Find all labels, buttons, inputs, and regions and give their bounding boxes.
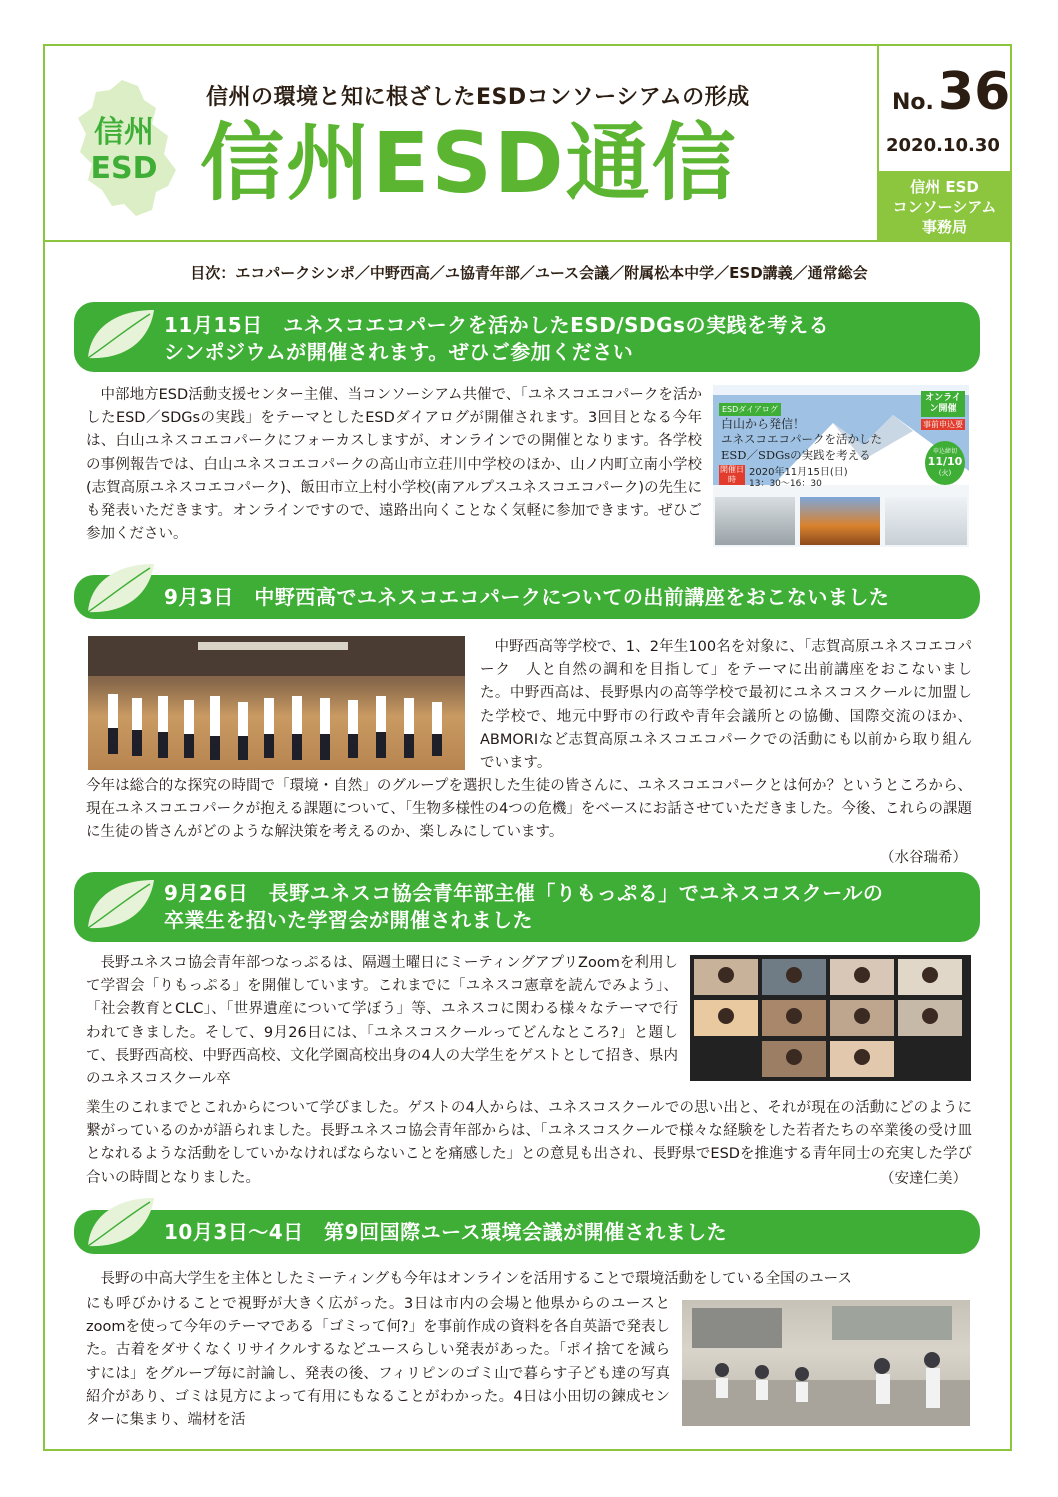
article-2-text-top: 中野西高等学校で、1、2年生100名を対象に、「志賀高原ユネスコエコパーク 人と自然の調和を目指して」をテーマに出前講座をおこないました。中野西高は、長野県内の高等学校で最初にユネスコスクールに加盟した学校で、地元中野市の行政や青年会議所との協働、国際交流のほか、ABMORIなど志賀高原ユネスコエコパークでの活動にも以前から取り組んでいます。 — [480, 639, 972, 772]
zoom-meeting-screenshot — [690, 955, 971, 1081]
zoom-grid — [690, 955, 971, 1081]
issue-label: No. — [892, 90, 934, 115]
flyer-date: 2020年11月15日(日) — [749, 467, 848, 478]
issue-date: 2020.10.30 — [886, 135, 1000, 156]
publisher-line-1: 信州 ESD — [910, 178, 979, 196]
flyer-photo-autumn — [800, 497, 880, 545]
article-3-body-top — [86, 952, 678, 1091]
article-4-text-top: 長野の中高大学生を主体としたミーティングも今年はオンラインを活用することで環境活動をしている全国のユース — [100, 1271, 852, 1287]
article-4-body-top — [86, 1268, 972, 1291]
article-3-banner — [74, 872, 980, 942]
article-2-body-bottom — [86, 775, 972, 845]
article-1-text: 中部地方ESD活動支援センター主催、当コンソーシアム共催で、「ユネスコエコパークを活かしたESD／SDGsの実践」をテーマとしたESDダイアログが開催されます。3回目となる今年は、白山ユネスコエコパークにフォーカスしますが、オンラインでの開催となります。各学校の事例報告では、白山ユネスコエコパークの高山市立荘川中学校のほか、山ノ内町立南小学校(志賀高原ユネスコエコパーク)、飯田市立上村小学校(南アルプスユネスコエコパーク)の先生にも発表いただきます。オンラインですので、遠路出向くことなく気軽に参加できます。ぜひご参加ください。 — [86, 387, 702, 543]
header-divider — [43, 240, 1012, 242]
article-2-title: 9月3日 中野西高でユネスコエコパークについての出前講座をおこないました — [164, 585, 890, 609]
article-4-banner — [74, 1210, 980, 1254]
article-3-title-line-2: 卒業生を招いた学習会が開催されました — [164, 908, 533, 932]
flyer-photo-snow — [885, 497, 967, 545]
article-3-text-top: 長野ユネスコ協会青年部つなっぷるは、隔週土曜日にミーティングアプリZoomを利用して学習会「りもっぷる」を開催しています。これまでに「ユネスコ憲章を読んでみよう」、「社会教育とCLC」、「世界遺産について学ぼう」等、ユネスコに関わる様々なテーマで行われてきました。そして、9月26日には、「ユネスコスクールってどんなところ?」と題して、長野西高校、中野西高校、文化学園高校出身の4人の大学生をゲストとして招き、県内のユネスコスクール卒 — [86, 955, 678, 1088]
article-2-text-bottom: 今年は総合的な探究の時間で「環境・自然」のグループを選択した生徒の皆さんに、ユネスコエコパークとは何か？というところから、現在ユネスコエコパークが抱える課題について、「生物多様性の4つの危機」をベースにお話させていただきました。今後、これらの課題に生徒の皆さんがどのような解決策を考えるのか、楽しみにしています。 — [86, 778, 972, 841]
students-silhouette — [88, 636, 465, 770]
article-2-credit: （水谷瑞希） — [880, 850, 967, 866]
flyer-deadline-badge — [925, 441, 965, 485]
newsletter-title: 信州ESD通信 — [200, 114, 738, 212]
leaf-icon — [84, 1194, 158, 1252]
issue-number-value: 36 — [937, 62, 1011, 122]
logo-text-shinshu: 信州 — [94, 115, 154, 150]
article-3-body-bottom — [86, 1097, 972, 1190]
shinshu-map-logo-icon — [72, 78, 182, 218]
conference-room — [682, 1300, 970, 1426]
flyer-tag: ESDダイアログ — [719, 403, 781, 416]
youth-conference-photo — [682, 1300, 970, 1426]
leaf-icon — [84, 306, 158, 364]
publisher-line-2: コンソーシアム — [892, 198, 997, 216]
leaf-icon — [84, 876, 158, 934]
flyer-prereg: 事前申込要 — [923, 420, 963, 429]
symposium-flyer — [713, 385, 969, 547]
article-4-text-bottom: にも呼びかけることで視野が大きく広がった。3日は市内の会場と他県からのユースとzoomを使って今年のテーマである「ゴミって何?」を事前作成の資料を各自英語で発表した。古着をダサくなくリサイクルするなどユースらしい発表があった。「ポイ捨てを減らすには」をグループ毎に討論し、発表の後、フィリピンのゴミ山で暮らす子ども達の写真紹介があり、ゴミは見方によって有用にもなることがわかった。4日は小田切の鍊成センターに集まり、端材を活 — [86, 1296, 670, 1429]
table-of-contents: 目次：エコパークシンポ／中野西高／ユ協青年部／ユース会議／附属松本中学／ESD講義／通常総会 — [190, 264, 868, 282]
gym-lecture-photo — [88, 636, 465, 770]
article-1-body — [86, 384, 702, 546]
flyer-headline-3: ESD／SDGsの実践を考える — [721, 448, 871, 462]
flyer-time: 13：30～16：30 — [749, 479, 822, 489]
article-2-banner — [74, 575, 980, 619]
article-2-body-top — [480, 636, 972, 775]
flyer-photo-forest — [715, 497, 795, 545]
article-4-title: 10月3日～4日 第9回国際ユース環境会議が開催されました — [164, 1220, 728, 1244]
article-1-title-line-1: 11月15日 ユネスコエコパークを活かしたESD/SDGsの実践を考える — [164, 313, 829, 337]
article-4-body-bottom — [86, 1293, 670, 1432]
article-1-title-line-2: シンポジウムが開催されます。ぜひご参加ください — [164, 340, 634, 364]
publisher-line-3: 事務局 — [921, 218, 967, 236]
flyer-online: オンライン開催 — [921, 391, 965, 417]
flyer-when-label: 開催日時 — [720, 465, 744, 484]
flyer-headline-1: 白山から発信！ — [721, 417, 806, 431]
leaf-icon — [84, 560, 158, 618]
article-1-banner — [74, 302, 980, 372]
flyer-headline-2: ユネスコエコパークを活かした — [721, 432, 882, 446]
flyer-deadline-date: 11/10 — [927, 455, 963, 468]
article-3-text-bottom: 業生のこれまでとこれからについて学びました。ゲストの4人からは、ユネスコスクールでの思い出と、それが現在の活動にどのように繋がっているのかが語られました。長野ユネスコ協会青年部からは、「ユネスコスクールで様々な経験をした若者たちの卒業後の受け皿となれるような活動をしていかなければならないことを痛感した」との意見も出され、長野県でESDを推進する青年同士の充実した学び合いの時間となりました。 — [86, 1100, 972, 1186]
logo-text-esd: ESD — [90, 151, 158, 186]
article-3-credit: （安達仁美） — [880, 1171, 967, 1187]
newsletter-subtitle: 信州の環境と知に根ざしたESDコンソーシアムの形成 — [206, 85, 750, 110]
flyer-deadline-day: (火) — [938, 469, 952, 477]
flyer-deadline-label: 申込締切 — [932, 448, 957, 455]
issue-number — [892, 62, 1010, 122]
article-3-title-line-1: 9月26日 長野ユネスコ協会青年部主催「りもっぷる」でユネスコスクールの — [164, 881, 884, 905]
publisher-box — [877, 171, 1012, 242]
